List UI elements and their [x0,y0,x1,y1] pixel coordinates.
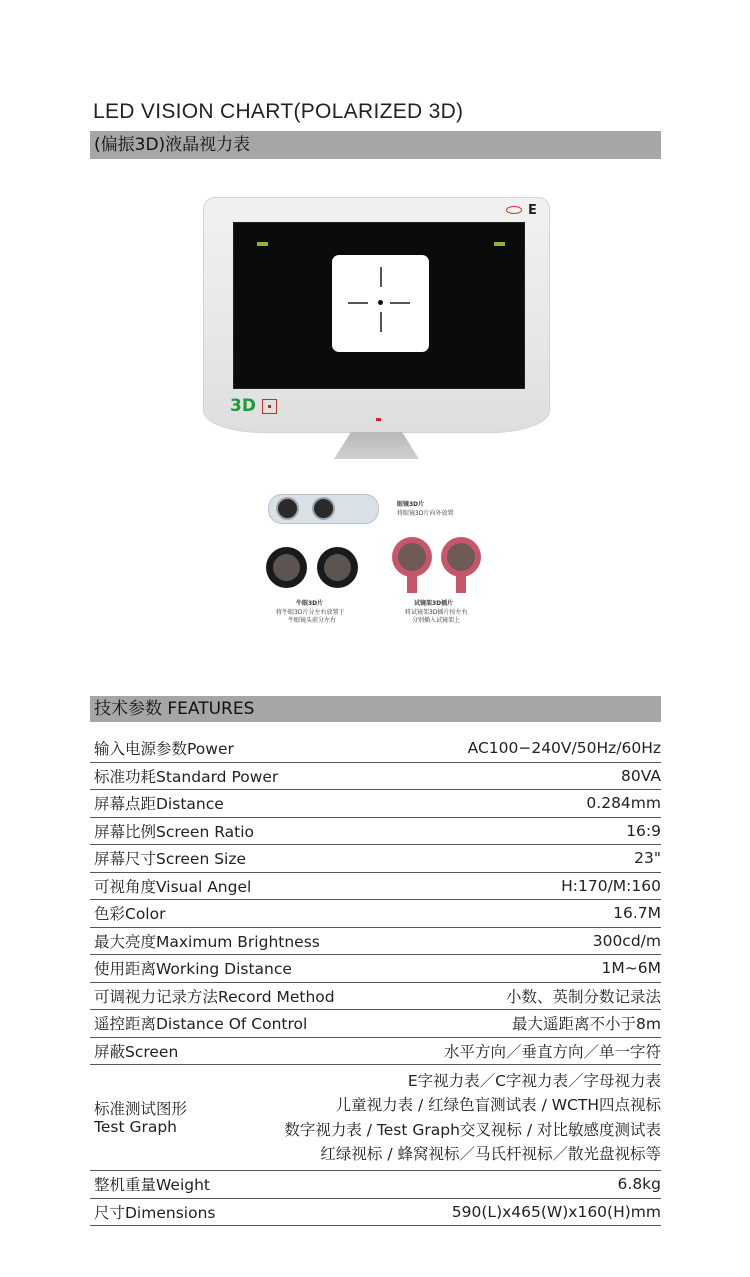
trial-lens-image [392,537,432,577]
row-value: 80VA [621,766,661,785]
row-value: 6.8kg [617,1175,661,1194]
table-row [90,983,661,1011]
graph-line: 红绿视标 / 蜂窝视标／马氏杆视标／散光盘视标等 [320,1145,661,1163]
row-value: AC100−240V/50Hz/60Hz [467,739,661,758]
brand-mark: E [528,203,537,218]
crosshair-icon [380,267,382,287]
row-label: 整机重量Weight [94,1176,211,1195]
row-value: 最大遥距离不小于8m [512,1015,661,1034]
table-row [90,1038,661,1066]
accessory-desc: 将试镜架3D插片按左右 [405,609,468,616]
graph-line: 儿童视力表 / 红绿色盲测试表 / WCTH四点视标 [335,1096,661,1114]
features-heading: 技术参数 FEATURES [90,696,661,722]
row-label: 输入电源参数Power [94,740,234,759]
row-label: 色彩Color [94,905,166,924]
row-value: 16:9 [626,821,661,840]
trial-lens-handle [456,575,466,593]
accessory-desc: 牛眼镜头前分左右 [288,617,337,624]
table-row [90,955,661,983]
crosshair-icon [390,302,410,304]
row-value: 0.284mm [586,794,661,813]
table-row [90,1010,661,1038]
row-label-cn: 标准测试图形 [94,1099,188,1118]
row-label: 可视角度Visual Angel [94,877,252,896]
features-table [90,735,661,1226]
table-row [90,845,661,873]
row-value: H:170/M:160 [561,876,661,895]
row-label: 标准功耗Standard Power [94,767,279,786]
row-value [284,1069,661,1167]
row-label: 屏幕点距Distance [94,795,224,814]
graph-line: E字视力表／C字视力表／字母视力表 [407,1071,661,1090]
row-label: 屏幕尺寸Screen Size [94,850,247,869]
row-label [94,1100,187,1136]
row-value: 16.7M [613,904,661,923]
row-value: 小数、英制分数记录法 [505,987,661,1006]
indicator-light-right [494,242,505,246]
glasses-lens-icon [312,497,335,520]
row-value: 300cd/m [592,931,661,950]
crosshair-center-icon [378,300,383,305]
table-row [90,900,661,928]
3d-logo-box-icon [262,399,277,414]
accessory-desc: 将牛眼3D片分左右放置于 [276,609,345,616]
table-row [90,1171,661,1199]
row-label: 屏幕比例Screen Ratio [94,822,255,841]
indicator-light-left [257,242,268,246]
3d-logo: 3D [230,396,256,416]
graph-line: 数字视力表 / Test Graph交叉视标 / 对比敏感度测试表 [284,1120,661,1139]
monitor-stand [334,432,419,459]
trial-lens-handle [407,575,417,593]
bull-eye-lens-image [317,547,358,588]
table-row-test-graph [90,1065,661,1171]
power-light-icon [376,418,381,421]
accessory-desc: 分别插入试镜架上 [412,617,461,624]
accessory-title: 牛眼3D片 [296,600,324,607]
table-row [90,928,661,956]
trial-lens-image [441,537,481,577]
page-title-cn: (偏振3D)液晶视力表 [90,131,661,159]
glasses-lens-icon [276,497,299,520]
table-row [90,763,661,791]
table-row [90,818,661,846]
row-label: 可调视力记录方法Record Method [94,987,335,1006]
table-row [90,735,661,763]
table-row [90,873,661,901]
crosshair-icon [380,312,382,332]
row-label: 屏蔽Screen [94,1042,179,1061]
row-label: 使用距离Working Distance [94,960,292,979]
row-value: 590(L)x465(W)x160(H)mm [451,1202,661,1221]
table-row [90,1199,661,1227]
accessory-desc: 将眼镜3D片向外放置 [397,510,454,517]
row-label: 尺寸Dimensions [94,1203,216,1222]
table-row [90,790,661,818]
page-title-en: LED VISION CHART(POLARIZED 3D) [93,100,464,123]
crosshair-icon [348,302,368,304]
bull-eye-lens-image [266,547,307,588]
row-label-en: Test Graph [94,1117,177,1136]
row-label: 最大亮度Maximum Brightness [94,932,320,951]
brand-logo-icon [506,206,522,214]
accessory-title: 试镜架3D插片 [414,600,454,607]
row-value: 1M~6M [601,959,661,978]
accessory-title: 眼镜3D片 [397,501,425,508]
row-value: 23" [634,849,661,868]
row-value: 水平方向／垂直方向／单一字符 [443,1042,661,1061]
row-label: 遥控距离Distance Of Control [94,1015,308,1034]
